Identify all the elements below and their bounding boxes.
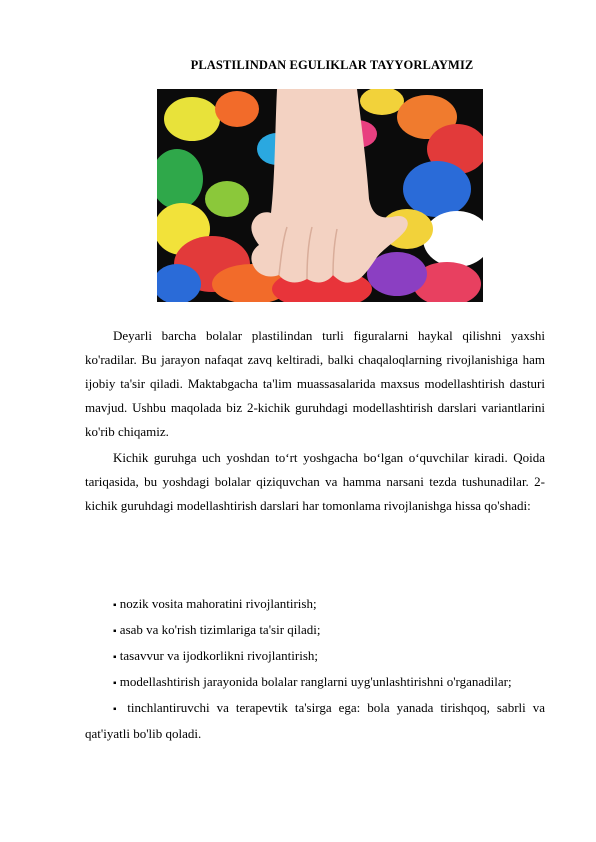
paragraph-1 xyxy=(85,324,545,444)
document-title: PLASTILINDAN EGULIKLAR TAYYORLAYMIZ xyxy=(190,58,474,72)
bullet-icon: ▪ xyxy=(113,626,117,637)
list-item xyxy=(85,644,545,670)
list-item-text: nozik vosita mahoratini rivojlantirish; xyxy=(119,596,317,611)
plasticine-photo xyxy=(157,89,483,302)
list-item-text: tinchlantiruvchi va terapevtik ta'sirga ega: bola yanada tirishqoq, sabrli va qat'iyatli bo'lib qoladi. xyxy=(85,700,546,741)
paragraph-2 xyxy=(85,446,545,518)
bullet-list xyxy=(85,592,545,746)
list-item-text: modellashtirish jarayonida bolalar ranglarni uyg'unlashtirishni o'rganadilar; xyxy=(119,674,512,689)
bullet-icon: ▪ xyxy=(113,678,117,689)
list-item-text: asab va ko'rish tizimlariga ta'sir qiladi; xyxy=(119,622,321,637)
list-item xyxy=(85,592,545,618)
bullet-icon: ▪ xyxy=(113,652,117,663)
list-item-text: tasavvur va ijodkorlikni rivojlantirish; xyxy=(119,648,319,663)
list-item xyxy=(85,670,545,696)
bullet-icon: ▪ xyxy=(113,704,121,715)
list-item xyxy=(85,618,545,644)
paragraph-2-text: Kichik guruhga uch yoshdan to‘rt yoshgacha bo‘lgan o‘quvchilar kiradi. Qoida tariqasida, bu yoshdagi bolalar qiziquvchan va hamma narsani tezda tushunadilar. 2-kichik guruhdagi modellashtirish darslari har tomonlama rivojlanishga hissa qo'shadi: xyxy=(85,450,545,513)
list-item xyxy=(85,696,545,746)
bullet-icon: ▪ xyxy=(113,600,117,611)
paragraph-1-text: Deyarli barcha bolalar plastilindan turli figuralarni haykal qilishni yaxshi ko'radilar. Bu jarayon nafaqat zavq keltiradi, balki chaqaloqlarning rivojlanishiga ham ijobiy ta'sir qiladi. Maktabgacha ta'lim muassasalarida maxsus modellashtirish dasturi mavjud. Ushbu maqolada biz 2-kichik guruhdagi modellashtirish darslari variantlarini ko'rib chiqamiz. xyxy=(85,328,545,439)
hand-on-plasticine-icon xyxy=(157,89,483,302)
